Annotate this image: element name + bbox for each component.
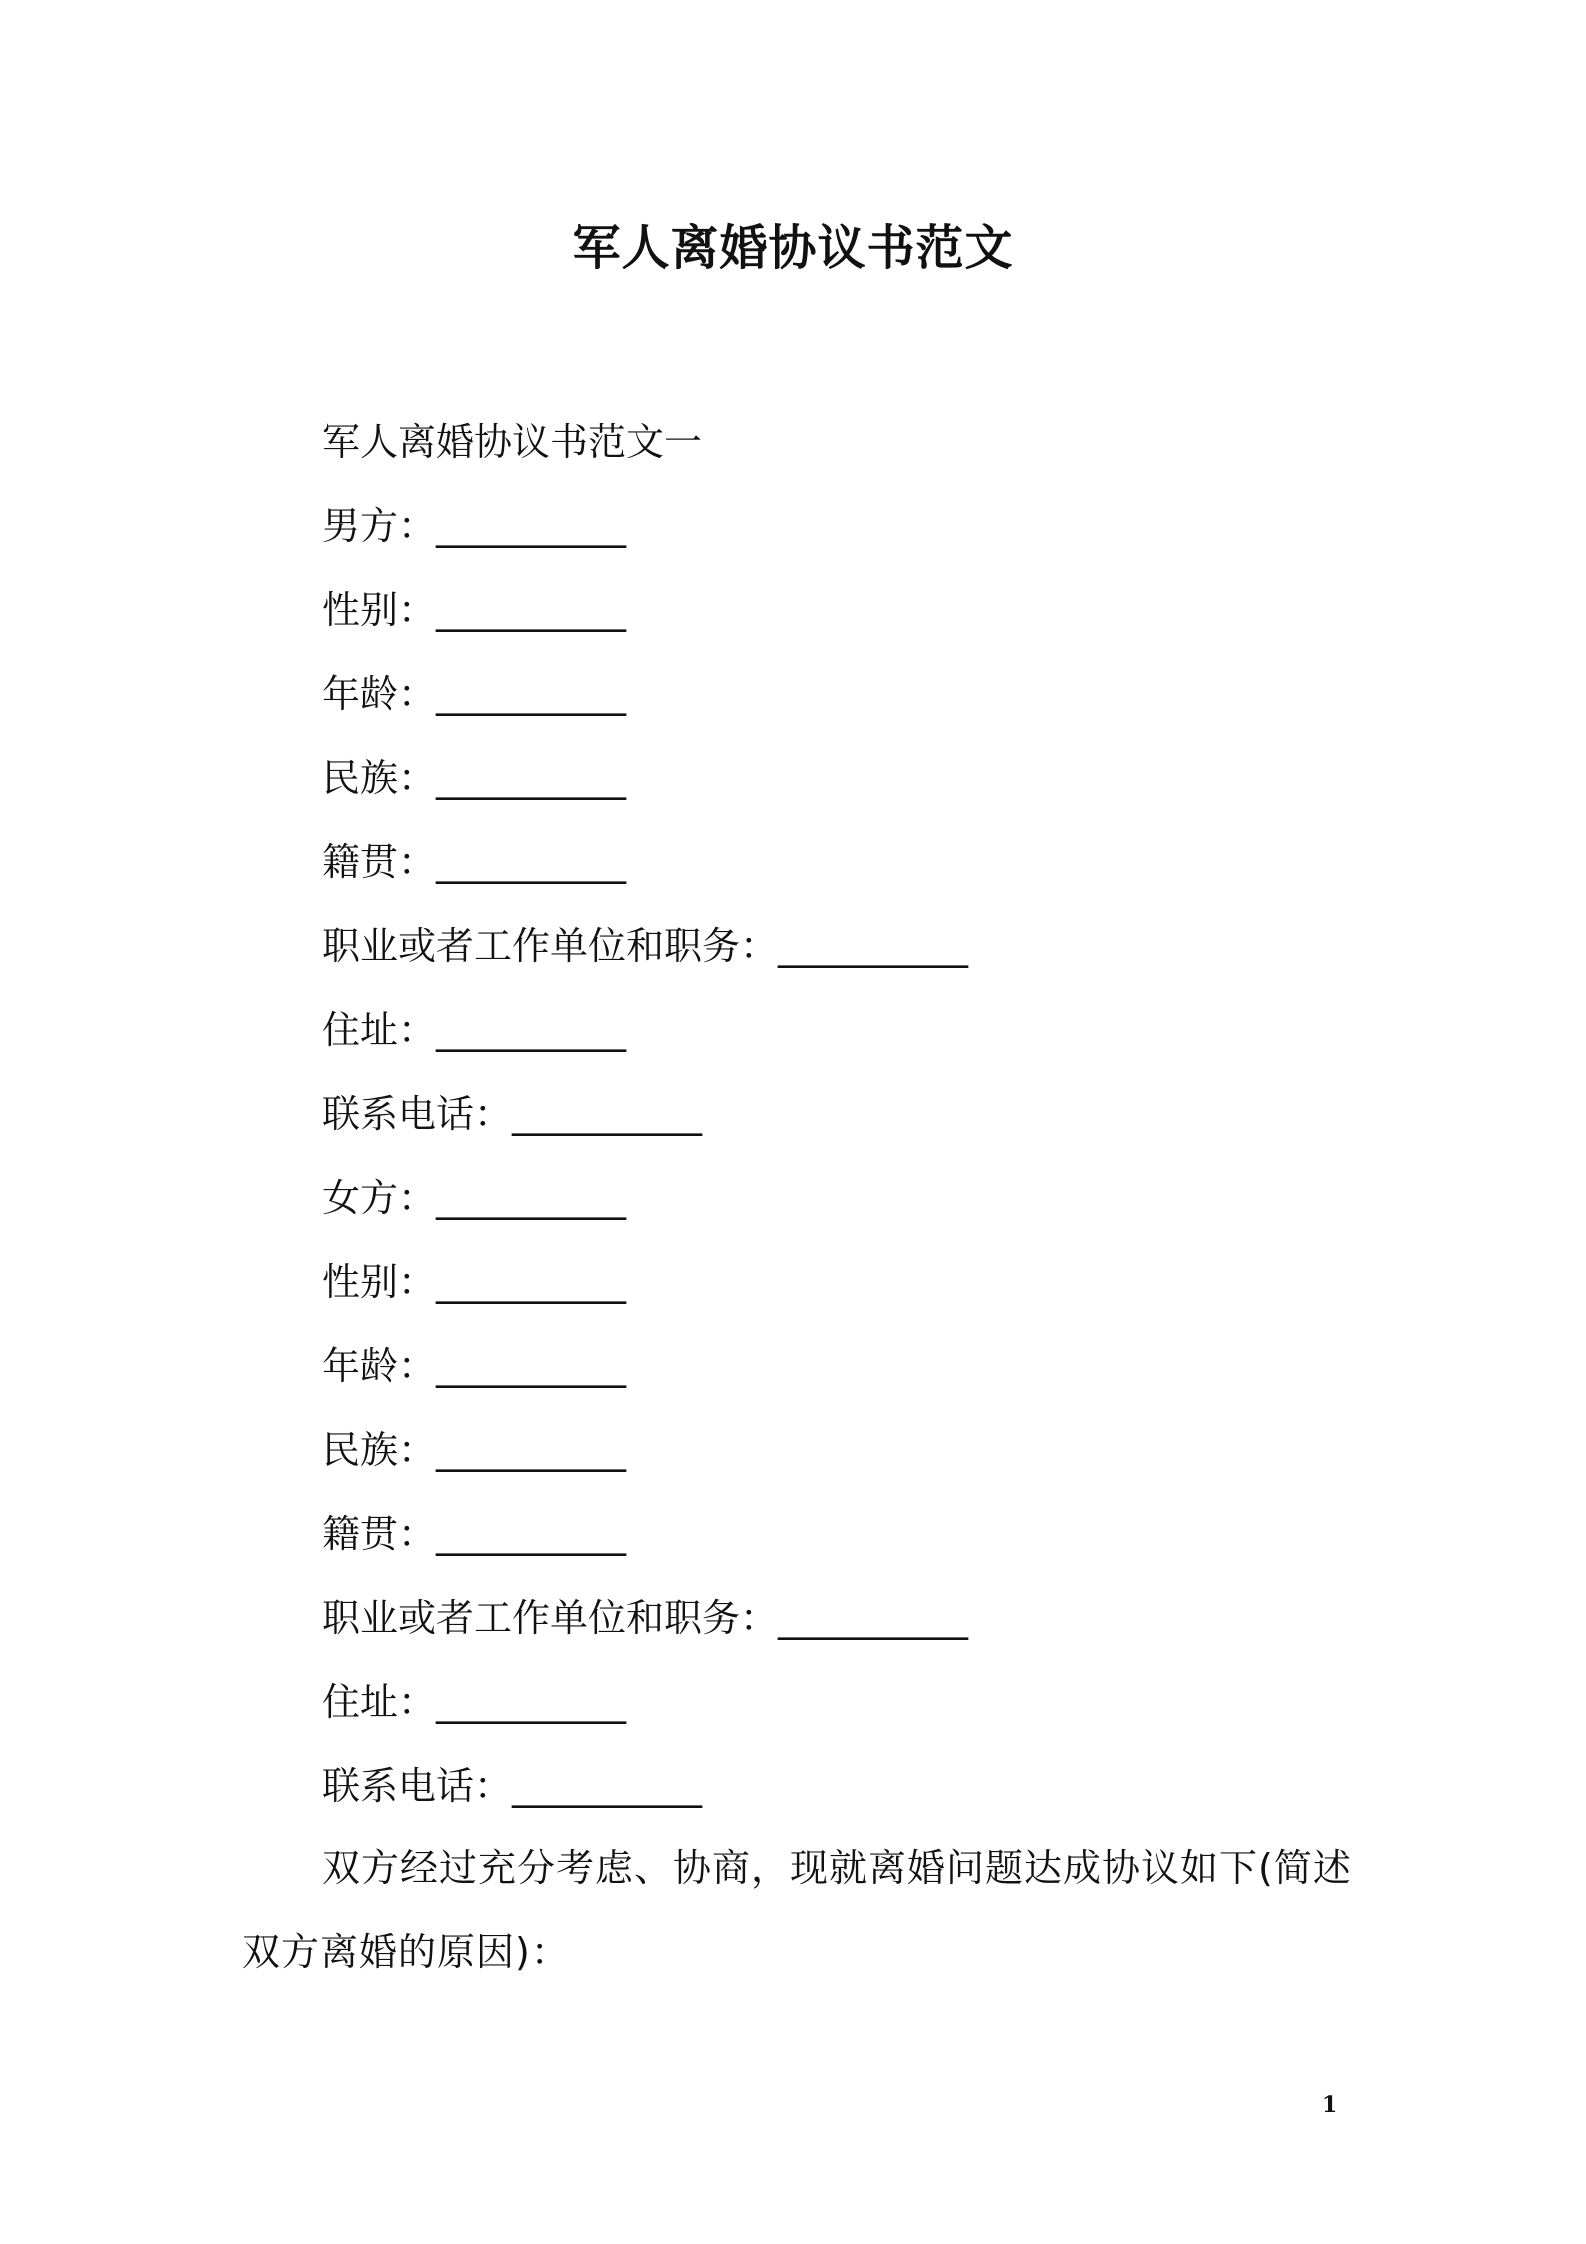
document-body	[322, 400, 1352, 1828]
female-occupation-field: 职业或者工作单位和职务：__________	[322, 1596, 969, 1640]
male-gender-field: 性别：__________	[322, 588, 627, 632]
male-occupation-field: 职业或者工作单位和职务：__________	[322, 924, 969, 968]
female-party-field: 女方：__________	[322, 1176, 627, 1220]
female-address-field: 住址：__________	[322, 1680, 627, 1724]
agreement-intro-paragraph: 双方经过充分考虑、协商，现就离婚问题达成协议如下(简述双方离婚的原因)：	[242, 1846, 1352, 1974]
female-age-field: 年龄：__________	[322, 1344, 627, 1388]
female-ethnicity-field: 民族：__________	[322, 1428, 627, 1472]
male-phone-field: 联系电话：__________	[322, 1092, 703, 1136]
page-number: 1	[1322, 2092, 1338, 2118]
male-native-place-field: 籍贯：__________	[322, 840, 627, 884]
document-title: 军人离婚协议书范文	[572, 220, 1014, 276]
section-heading: 军人离婚协议书范文一	[322, 420, 703, 464]
male-address-field: 住址：__________	[322, 1008, 627, 1052]
male-party-field: 男方：__________	[322, 504, 627, 548]
male-age-field: 年龄：__________	[322, 672, 627, 716]
male-ethnicity-field: 民族：__________	[322, 756, 627, 800]
female-native-place-field: 籍贯：__________	[322, 1512, 627, 1556]
female-gender-field: 性别：__________	[322, 1260, 627, 1304]
female-phone-field: 联系电话：__________	[322, 1764, 703, 1808]
